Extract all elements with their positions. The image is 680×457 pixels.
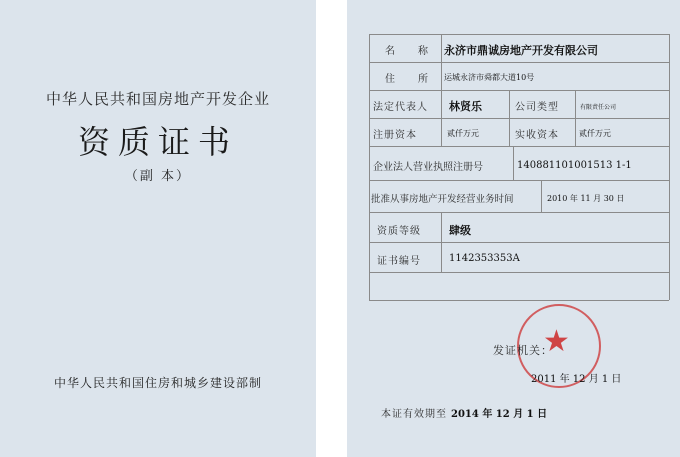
- cert-number-label: 证书编号: [377, 256, 421, 267]
- issue-date: 2011 年 12 月 1 日: [531, 374, 622, 385]
- cover-page: [0, 0, 316, 457]
- cert-number-value: 1142353353A: [449, 253, 520, 264]
- table-rule: [369, 118, 669, 119]
- table-divider: [441, 34, 442, 146]
- certificate-title: 资质证书: [77, 123, 238, 161]
- approval-date-value: 2010 年 11 月 30 日: [547, 194, 625, 203]
- company-type-label: 公司类型: [515, 102, 559, 113]
- license-value: 140881101001513 1-1: [517, 160, 632, 171]
- valid-until-label: 本证有效期至: [381, 409, 447, 420]
- paid-capital-value: 贰仟万元: [579, 129, 611, 138]
- issuer-footer: 中华人民共和国住房和城乡建设部制: [53, 376, 262, 390]
- license-label: 企业法人营业执照注册号: [373, 162, 483, 173]
- table-rule: [369, 62, 669, 63]
- table-rule: [369, 212, 669, 213]
- table-border: [669, 34, 670, 300]
- grade-label: 资质等级: [377, 226, 421, 237]
- issuing-authority-label: 发证机关：: [493, 344, 553, 357]
- registered-capital-value: 贰仟万元: [447, 129, 479, 138]
- issuer-heading: 中华人民共和国房地产开发企业: [45, 90, 270, 108]
- table-rule: [369, 90, 669, 91]
- company-type-value: 有限责任公司: [580, 104, 617, 111]
- table-rule: [369, 300, 669, 301]
- grade-value: 肆级: [449, 224, 471, 237]
- star-icon: ★: [543, 324, 570, 359]
- table-divider: [513, 146, 514, 180]
- company-address: 运城永济市舜都大道10号: [444, 73, 535, 82]
- table-divider: [509, 90, 510, 146]
- table-divider: [541, 180, 542, 212]
- paid-capital-label: 实收资本: [515, 130, 559, 141]
- legal-rep-label: 法定代表人: [373, 102, 428, 113]
- name-label: 名 称: [385, 46, 429, 57]
- copy-label: （副 本）: [124, 169, 192, 184]
- table-rule: [369, 180, 669, 181]
- company-name: 永济市鼎诚房地产开发有限公司: [444, 44, 598, 57]
- table-border: [369, 34, 370, 300]
- table-rule: [369, 242, 669, 243]
- table-rule: [369, 146, 669, 147]
- address-label: 住 所: [385, 74, 429, 85]
- valid-until-date: 2014 年 12 月 1 日: [451, 409, 548, 420]
- approval-label: 批准从事房地产开发经营业务时间: [371, 194, 514, 205]
- table-rule: [369, 34, 669, 35]
- legal-rep-value: 林贤乐: [449, 100, 482, 113]
- table-divider: [441, 212, 442, 272]
- registered-capital-label: 注册资本: [373, 130, 417, 141]
- details-page: [347, 0, 680, 457]
- table-rule: [369, 272, 669, 273]
- table-divider: [575, 90, 576, 146]
